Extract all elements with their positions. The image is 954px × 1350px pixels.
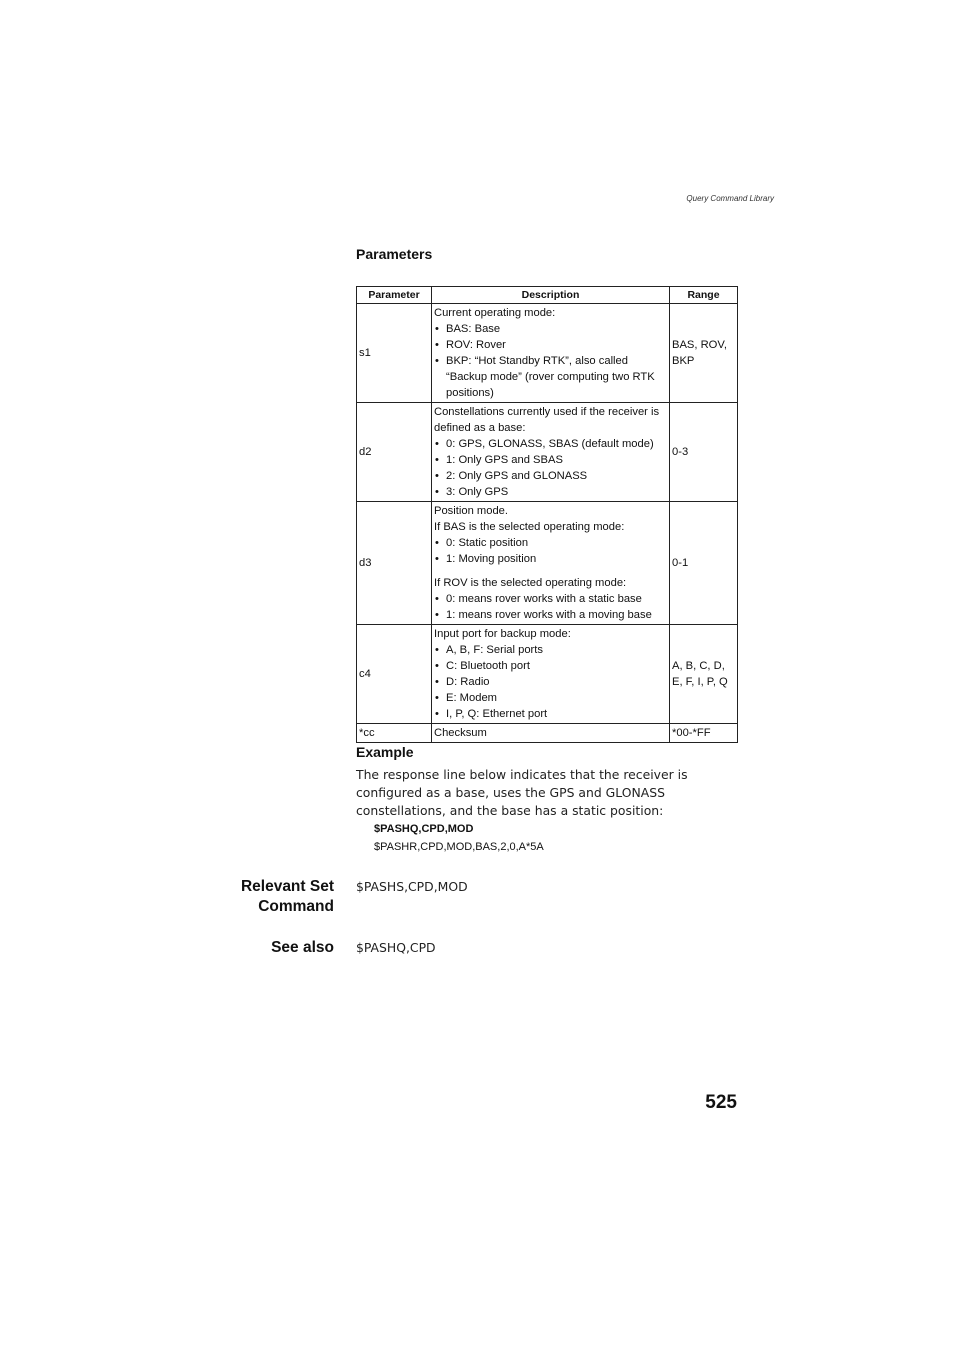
range-cell: 0-3 [670,403,738,502]
list-item: • ROV: Rover [434,337,667,353]
bullet-list [434,642,667,722]
description-intro: Input port for backup mode: [434,628,571,640]
range-cell: A, B, C, D, E, F, I, P, Q [670,625,738,724]
range-cell: 0-1 [670,502,738,625]
running-header: Query Command Library [686,194,774,203]
table-row [357,625,738,724]
list-item: • C: Bluetooth port [434,658,667,674]
table-row [357,304,738,403]
example-text: The response line below indicates that the receiver is configured as a base, uses the GPS and GLONASS constellations, and the base has a static position: [356,767,688,818]
list-item: • E: Modem [434,690,667,706]
list-item: • 1: Only GPS and SBAS [434,452,667,468]
list-item: • A, B, F: Serial ports [434,642,667,658]
example-heading: Example [356,744,414,760]
list-item: • BAS: Base [434,321,667,337]
description-cell [432,304,670,403]
description-subintro: If BAS is the selected operating mode: [434,521,625,533]
description-cell [432,403,670,502]
parameter-cell: d3 [357,502,432,625]
list-item: • 0: Static position [434,535,667,551]
spacer [434,567,667,575]
list-item: • I, P, Q: Ethernet port [434,706,667,722]
list-item: • 2: Only GPS and GLONASS [434,468,667,484]
example-query: $PASHQ,CPD,MOD [374,823,474,835]
list-item: • 0: means rover works with a static base [434,591,667,607]
see-also-value: $PASHQ,CPD [356,940,436,955]
parameters-table [356,286,738,743]
description-intro: Constellations currently used if the receiver is defined as a base: [434,406,660,434]
list-item: • 1: Moving position [434,551,667,567]
list-item: • BKP: “Hot Standby RTK”, also called “Backup mode” (rover computing two RTK positions) [434,353,667,401]
parameters-heading: Parameters [356,246,433,262]
table-row [357,724,738,743]
parameter-cell: d2 [357,403,432,502]
description-cell: Checksum [432,724,670,743]
bullet-list [434,436,667,500]
range-cell: *00-*FF [670,724,738,743]
bullet-list [434,591,667,623]
table-row [357,502,738,625]
list-item: • 1: means rover works with a moving base [434,607,667,623]
description-subintro: If ROV is the selected operating mode: [434,577,627,589]
list-item: • 3: Only GPS [434,484,667,500]
description-intro: Position mode. [434,505,509,517]
parameter-cell: *cc [357,724,432,743]
parameter-cell: c4 [357,625,432,724]
column-header-parameter: Parameter [357,287,432,304]
bullet-list [434,321,667,401]
description-cell [432,502,670,625]
parameter-cell: s1 [357,304,432,403]
relevant-set-command-label: Relevant Set Command [240,878,334,915]
description-intro: Current operating mode: [434,307,556,319]
example-response: $PASHR,CPD,MOD,BAS,2,0,A*5A [374,841,544,853]
description-cell [432,625,670,724]
column-header-description: Description [432,287,670,304]
bullet-list [434,535,667,567]
list-item: • 0: GPS, GLONASS, SBAS (default mode) [434,436,667,452]
table-row [357,403,738,502]
see-also-label: See also [271,939,334,956]
range-cell: BAS, ROV, BKP [670,304,738,403]
table-header-row [357,287,738,304]
relevant-set-command-value: $PASHS,CPD,MOD [356,879,468,894]
column-header-range: Range [670,287,738,304]
list-item: • D: Radio [434,674,667,690]
page-number: 525 [705,1092,737,1113]
